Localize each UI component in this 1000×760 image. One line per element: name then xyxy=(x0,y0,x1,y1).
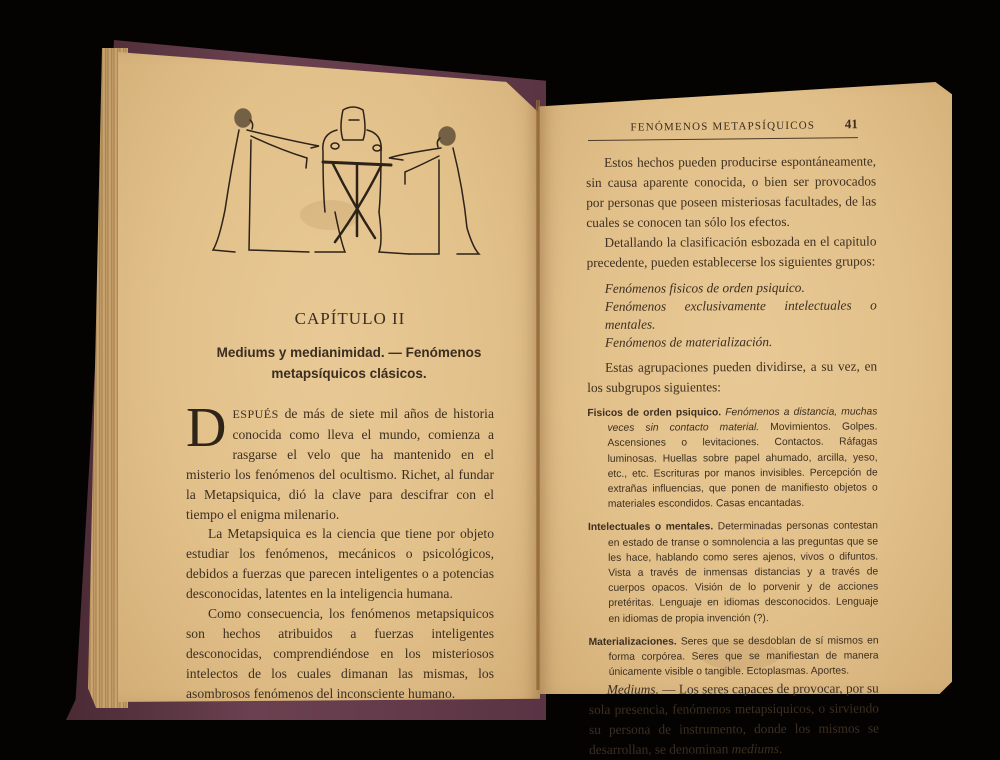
paragraph-spontaneous: Estos hechos pueden producirse espontáneamente, sin causa aparente conocida, o bien ser provocados por personas que poseen misteriosas facultades, de las cuales se conocen tan sólo los efectos. xyxy=(586,153,877,230)
subgroup-label: Fisicos de orden psiquico. xyxy=(587,407,722,419)
paragraph-intro xyxy=(186,397,494,524)
right-woman-figure xyxy=(389,127,479,254)
subgroup-italic: Fenómenos a distancia, muchas veces sin contacto material. xyxy=(607,406,878,435)
book-gutter xyxy=(536,100,540,690)
subgroup-mental xyxy=(588,519,879,627)
mediums-text: — Los seres capaces de provocar, por su sola presencia, fenómenos metapsiquicos, o sirviendo su persona de instrumento, donde los mismos se desarrollan, se denominan xyxy=(588,680,880,758)
group-item: Fenómenos fisicos de orden psiquico. xyxy=(604,279,805,296)
subgroup-text: Determinadas personas contestan en estado de transe o somnolencia a las preguntas que se les hace, hablando como seres ajenos, vivos o difuntos. Vista a través de inmensas distancias y a través de cuerpos opacos. Visión de lo porvenir y de acciones pretéritas. Lenguaje en idiomas desconocidos. Lenguaje en idiomas de propia invención (?). xyxy=(608,520,879,625)
chapter-title: CAPÍTULO II xyxy=(294,309,406,328)
subgroup-label: Intelectuales o mentales. xyxy=(587,521,714,534)
subgroup-materialization xyxy=(589,633,879,680)
right-page-body xyxy=(586,151,879,760)
page-number: 41 xyxy=(844,116,858,132)
paragraph-text: de más de siete mil años de historia conocida como lleva el mundo, comienza a rasgarse el velo que ha mantenido en el misterio los fenómenos del ocultismo. Richet, al fundar la Metapsiquica, dió la clave para descifrar con el tiempo el enigma milenario. xyxy=(186,406,494,522)
paragraph-classification: Detallando la clasificación esbozada en el capitulo precedente, pueden establecerse los siguientes grupos: xyxy=(586,233,877,270)
group-list xyxy=(605,278,877,351)
mediums-term: mediums xyxy=(731,741,779,757)
subgroup-text: Movimientos. Golpes. Ascensiones o levitaciones. Contactos. Ráfagas luminosas. Huellas sobre papel ahumado, arcilla, yeso, etc., etc. Escrituras por manos invisibles. Percepción de extrañas influencias, que ponen de manifiesto objetos o materiales escondidos. Casas encantadas. xyxy=(607,421,878,511)
drop-cap: D xyxy=(186,397,227,459)
group-item: Fenómenos exclusivamente intelectuales o mentales. xyxy=(604,297,877,332)
paragraph-consequence: Como consecuencia, los fenómenos metapsiquicos son hechos atribuidos a fuerzas inteligentes desconocidas, comprendiéndose en los misteriosos intelectos de los cuales dimanan las mismas, los asombrosos fenómenos del inconsciente humano. xyxy=(186,606,494,701)
left-page-body xyxy=(186,397,494,704)
group-item: Fenómenos de materialización. xyxy=(604,334,773,350)
running-head-title: FENÓMENOS METAPSÍQUICOS xyxy=(630,119,816,134)
subgroup-text: Seres que se desdoblan de sí mismos en forma corpórea. Seres que se manifiestan de manera únicamente visible o tangible. Ectoplasmas. Aportes. xyxy=(608,635,879,679)
running-head xyxy=(588,116,858,141)
paragraph-definition: La Metapsiquica es la ciencia que tiene por objeto estudiar los fenómenos, mecánicos o psicológicos, debidos a fuerzas que parecen inteligentes o a potencias desconocidas, latentes en la inteligencia humana. xyxy=(186,526,494,602)
smallcaps-lead: ESPUÉS xyxy=(232,407,279,421)
subgroup-physical xyxy=(587,404,878,512)
paragraph-subgroups-intro: Estas agrupaciones pueden dividirse, a su vez, en los subgrupos siguientes: xyxy=(587,358,878,395)
medium-figure xyxy=(315,107,409,254)
mediums-end: . xyxy=(778,741,783,757)
paragraph-mediums xyxy=(589,679,879,760)
chapter-subtitle: Mediums y medianimidad. — Fenómenos metapsíquicos clásicos. xyxy=(216,345,482,381)
mediums-lead: Mediums. xyxy=(606,682,659,698)
seance-illustration xyxy=(195,100,495,260)
subgroup-label: Materializaciones. xyxy=(588,636,677,648)
left-woman-figure xyxy=(213,109,319,252)
